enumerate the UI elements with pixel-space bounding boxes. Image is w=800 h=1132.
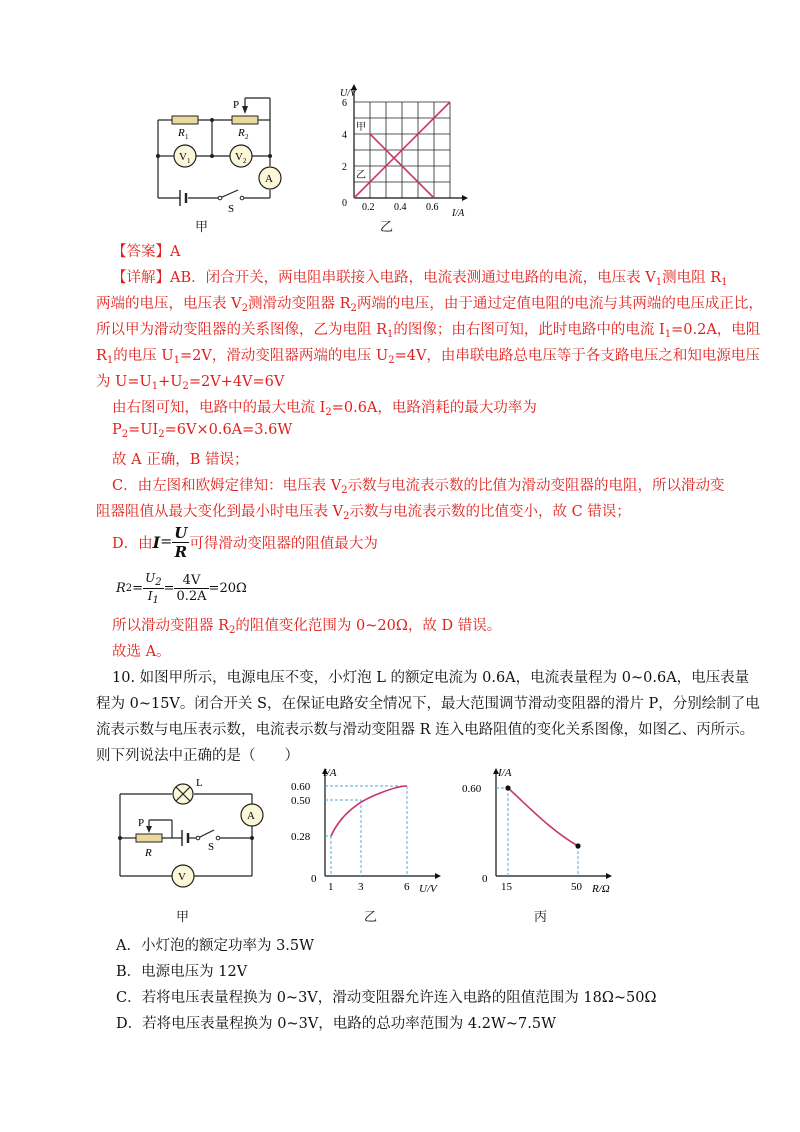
detail-line-5: 为 $U=U_1+U_2=2V+4V=6V$ [96,374,285,392]
option-c[interactable]: C．若将电压表量程换为 0~3V，滑动变阻器允许连入电路的阻值范围为 18Ω~50Ω [116,990,657,1006]
p-label: P [233,99,240,111]
g3-ytick-060: 0.60 [462,783,482,795]
rheostat-r [136,834,162,842]
l-label: L [196,777,203,789]
x-tick-04: 0.4 [394,202,407,213]
label-jia: 甲 [356,122,366,133]
formula-eq: = [160,534,173,550]
question-10-line-4: 则下列说法中正确的是（ ） [96,748,299,764]
detail-text: 所以滑动变阻器 R [112,618,230,634]
top-circuit-figure [150,90,300,230]
eq-den: 0.2A [176,588,207,604]
g2-xtick-3: 3 [358,881,364,893]
detail-line-4: $R_1$的电压 $U_1=2V$，滑动变阻器两端的电压 $U_2=4V$，由串联电路总电压等于各支路电压之和知电源电压 [96,348,760,366]
point-end [575,843,580,848]
question-text: 如图甲所示，电源电压不变，小灯泡 L 的额定电流为 0.6A，电流表量程为 0~0.6A，电压表量 [139,670,750,686]
detail-line-1: 【详解】AB．闭合开关，两电阻串联接入电路，电流表测通过电路的电流，电压表 $V_1$测电阻 $R_1$ [112,270,728,288]
eq-sign: = [163,580,175,596]
option-a[interactable]: A．小灯泡的额定功率为 3.5W [116,938,315,954]
label-yi: 乙 [356,170,366,181]
s-label: S [228,203,235,215]
eq-frac-1: $\frac{U_2}{I_1}$ [145,570,162,606]
formula-num: U [174,523,188,542]
eq-num: 4V [174,573,208,589]
y-tick-0: 0 [342,198,347,209]
question-number: 10. [112,670,136,686]
a-label: A [265,173,273,185]
detail-line-12: 所以滑动变阻器 $R_2$的阻值变化范围为 0~20Ω，故 D 错误。 [112,618,502,636]
detail-text: AB．闭合开关，两电阻串联接入电路，电流表测通过电路的电流，电压表 V [170,270,656,286]
detail-text: 示数与电流表示数的比值变小，故 C 错误； [349,504,631,520]
detail-line-3: 所以甲为滑动变阻器的关系图像，乙为电阻 $R_1$的图像；由右图可知，此时电路中的电流 $I_1=0.2A$，电阻 [96,322,761,340]
eq-result: =20Ω [208,580,247,596]
y-tick-2: 2 [342,162,347,173]
g2-ytick-028: 0.28 [291,831,311,843]
detail-text: 的阻值变化范围为 0~20Ω，故 D 错误。 [235,618,502,634]
x-tick-02: 0.2 [362,202,375,213]
question-10-line-2: 程为 0~15V。闭合开关 S，在保证电路安全情况下，最大范围调节滑动变阻器的滑片 P，分别绘制了电 [96,696,760,712]
detail-text: 的图像；由右图可知，此时电路中的电流 I [393,322,665,338]
top-ui-graph [320,82,480,232]
r-label-q10: R [145,847,152,859]
detail-text: 由右图可知，电路中的最大电流 I [112,400,326,416]
eq-i: I [147,588,153,603]
detail-text: D．由 [112,535,153,552]
detail-text: =6V×0.6A=3.6W [164,422,293,438]
eq-u: U [145,570,156,585]
detail-text: 两端的电压，由于通过定值电阻的电流与其两端的电压成正比， [356,296,763,312]
g2-ytick-060: 0.60 [291,781,311,793]
g2-ytick-0: 0 [311,873,317,885]
detail-text: 的电压 U [113,348,174,364]
detail-line-6: 由右图可知，电路中的最大电流 $I_2=0.6A$，电路消耗的最大功率为 [112,400,537,418]
top-circuit-caption: 甲 [195,220,209,235]
detail-line-10: 阻器阻值从最大变化到最小时电压表 $V_2$示数与电流表示数的比值变小，故 C 错误； [96,504,631,522]
detail-label: 【详解】 [112,270,170,286]
q10-caption-jia: 甲 [176,910,190,925]
g3-xtick-50: 50 [571,881,582,893]
point-start [505,785,510,790]
curve-bing [508,788,578,846]
formula-i: I [152,532,161,552]
circuit-diagram-top [150,90,300,230]
detail-text: =0.6A，电路消耗的最大功率为 [331,400,537,416]
detail-text: 示数与电流表示数的比值为滑动变阻器的电阻，所以滑动变 [347,478,725,494]
r1-resistor [172,116,198,124]
formula-den: R [174,542,188,561]
q10-graph-yi [285,764,455,904]
detail-text: 为 U=U [96,374,152,390]
question-10-line-1 [112,666,749,687]
detail-line-11 [112,522,378,562]
r1-label: R [178,127,185,139]
p-label-q10: P [138,817,145,829]
r2-sub: 2 [245,133,249,141]
detail-text: 所以甲为滑动变阻器的关系图像，乙为电阻 R [96,322,388,338]
q10-caption-yi: 乙 [364,910,378,925]
answer-label: 【答案】A [112,244,181,260]
detail-text: =0.2A，电阻 [671,322,761,338]
detail-line-7: $P_2=UI_2=6V\times 0.6A=3.6W$ [112,422,293,440]
g2-ytick-050: 0.50 [291,795,311,807]
detail-line-9: C．由左图和欧姆定律知：电压表 $V_2$示数与电流表示数的比值为滑动变阻器的电阻，所以滑动变 [112,478,725,496]
curve-yi [331,786,407,836]
detail-text: P [112,422,122,438]
graph-yi-svg [285,764,455,904]
g2-xtick-6: 6 [404,881,410,893]
detail-text: 测电阻 R [662,270,722,286]
g3-y-label: I/A [498,767,512,779]
eq-frac-2 [174,573,208,604]
r1-sub: 1 [185,133,189,141]
detail-text: +U [158,374,183,390]
graph-bing-svg [460,764,630,904]
q10-caption-bing: 丙 [534,910,548,925]
s-label-q10: S [208,841,215,853]
r2-label: R [238,127,245,139]
x-axis-label: I/A [452,208,465,219]
question-10-line-3: 流表示数与电压表示数，电流表示数与滑动变阻器 R 连入电路阻值的变化关系图像，如图乙、丙所示。 [96,722,755,738]
v-label-q10: V [178,871,186,883]
detail-text: 阻器阻值从最大变化到最小时电压表 V [96,504,344,520]
a-label-q10: A [247,810,255,822]
v2-sub: 2 [243,157,247,165]
detail-line-13: 故选 A。 [112,644,171,660]
g3-x-label: R/Ω [592,883,610,895]
q10-graph-bing [460,764,630,904]
y-axis-label: U/V [340,88,357,99]
detail-text: =4V，由串联电路总电压等于各支路电压之和知电源电压 [394,348,760,364]
top-graph-caption: 乙 [380,220,394,235]
detail-text: C．由左图和欧姆定律知：电压表 V [112,478,342,494]
detail-text: 测滑动变阻器 R [247,296,351,312]
option-b[interactable]: B．电源电压为 12V [116,964,248,980]
g2-xtick-1: 1 [328,881,334,893]
v1-label: V [179,151,187,163]
eq-r: R [116,580,126,596]
q10-circuit-svg [110,774,270,894]
detail-line-2: 两端的电压，电压表 $V_2$测滑动变阻器 $R_2$两端的电压，由于通过定值电阻的电流与其两端的电压成正比， [96,296,763,314]
detail-text: =2V，滑动变阻器两端的电压 U [180,348,389,364]
g2-y-label: I/A [323,767,337,779]
detail-text: 可得滑动变阻器的阻值最大为 [189,535,378,552]
r2-resistor [232,116,258,124]
formula-fraction [172,524,189,561]
eq-sign: = [132,580,144,596]
y-tick-6: 6 [342,98,347,109]
v1-sub: 1 [187,157,191,165]
ui-graph-svg [320,82,480,232]
g3-xtick-15: 15 [501,881,512,893]
detail-text: =2V+4V=6V [188,374,285,390]
g2-x-label: U/V [419,883,437,895]
x-tick-06: 0.6 [426,202,439,213]
y-tick-4: 4 [342,130,347,141]
detail-text: 两端的电压，电压表 V [96,296,242,312]
option-d[interactable]: D．若将电压表量程换为 0~3V，电路的总功率范围为 4.2W~7.5W [116,1016,556,1032]
equation-r2: R 2 = $\frac{U_2}{I_1}$ = $\frac{4V}{0.2A}$ =20Ω [116,570,247,606]
q10-circuit-figure [110,774,270,894]
detail-text: =UI [128,422,159,438]
g3-ytick-0: 0 [482,873,488,885]
v2-label: V [235,151,243,163]
detail-line-8: 故 A 正确，B 错误； [112,452,249,468]
detail-text: R [96,348,107,364]
